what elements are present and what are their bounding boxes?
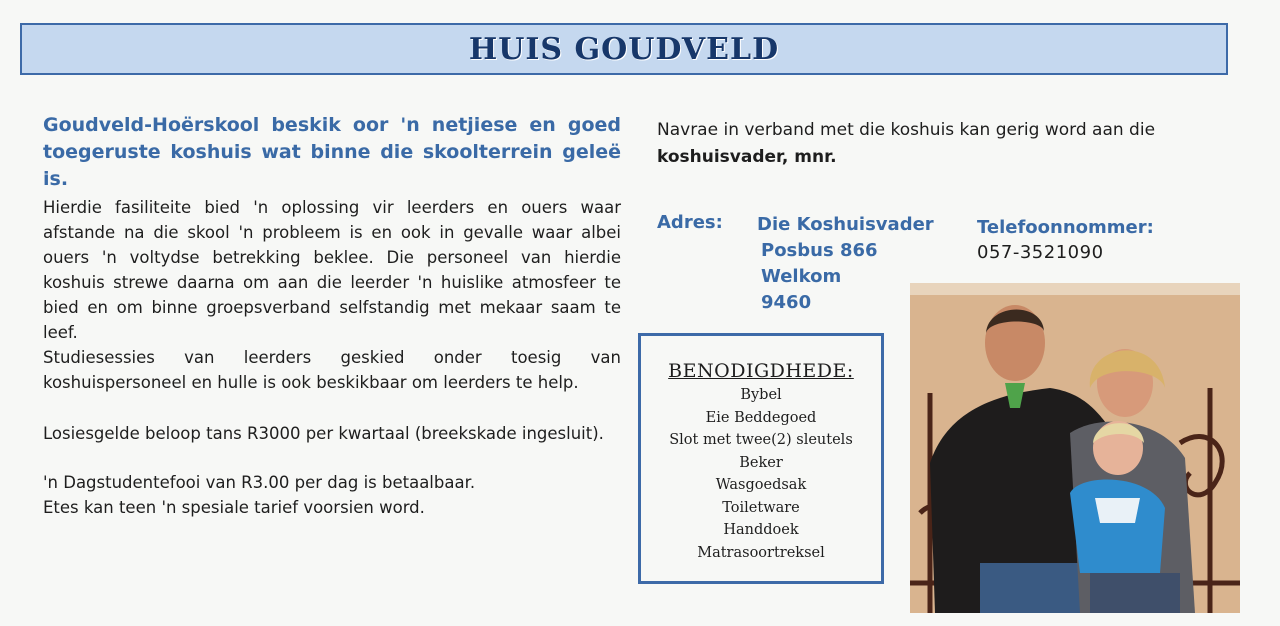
inquiry-sentence: Navrae in verband met die koshuis kan gerig word aan die: [657, 120, 1156, 140]
address-line: Die Koshuisvader: [757, 214, 934, 235]
address-line: Posbus 866: [761, 240, 878, 261]
requirements-box: [638, 333, 884, 584]
family-photo-illustration: [910, 283, 1240, 613]
phone-number: 057-3521090: [977, 242, 1104, 263]
inquiry-text: [657, 117, 1185, 171]
requirement-item: Matrasoortreksel: [697, 544, 825, 561]
requirements-title: BENODIGDHEDE:: [668, 360, 854, 382]
fees-paragraph: Losiesgelde beloop tans R3000 per kwartaal (breekskade ingesluit).: [43, 424, 604, 443]
address-line: 9460: [761, 292, 812, 313]
requirement-item: Handdoek: [723, 522, 799, 538]
inquiry-contact-person: koshuisvader, mnr.: [657, 147, 837, 167]
intro-lead: [43, 112, 621, 193]
intro-lead-line2: toegeruste koshuis wat binne die skoolterrein geleë is.: [43, 141, 621, 190]
requirements-list: [641, 384, 881, 564]
phone-label: Telefoonnommer:: [977, 217, 1154, 238]
requirement-item: Beker: [739, 454, 783, 471]
requirement-item: Slot met twee(2) sleutels: [669, 432, 853, 448]
study-paragraph: Studiesessies van leerders geskied onder toesig van koshuispersoneel en hulle is ook beskikbaar om leerders te help.: [43, 348, 621, 392]
page-title: HUIS GOUDVELD: [468, 31, 780, 67]
requirement-item: Eie Beddegoed: [705, 409, 817, 426]
address-block: [757, 212, 934, 316]
address-label: Adres:: [657, 212, 723, 233]
day-student-line1: 'n Dagstudentefooi van R3.00 per dag is betaalbaar.: [43, 473, 476, 492]
day-student-line2: Etes kan teen 'n spesiale tarief voorsien word.: [43, 498, 425, 517]
facilities-paragraph: Hierdie fasiliteite bied 'n oplossing vir leerders en ouers waar afstande na die skool 'n probleem is en ook in gevalle waar albei ouers 'n voltydse betrekking beklee. Die personeel van hierdie koshuis strewe daarna om aan die leerder 'n huislike atmosfeer te bied en om binne groepsverband selfstandig met mekaar saam te leef.: [43, 198, 621, 342]
title-banner: [20, 23, 1228, 75]
intro-lead-line1: Goudveld-Hoërskool beskik oor 'n netjiese en goed: [43, 114, 621, 136]
requirement-item: Wasgoedsak: [715, 477, 807, 493]
address-line: Welkom: [761, 266, 842, 287]
day-student-paragraph: [43, 470, 621, 520]
requirement-item: Bybel: [740, 387, 782, 403]
family-photo: [910, 283, 1240, 613]
requirement-item: Toiletware: [722, 499, 800, 516]
